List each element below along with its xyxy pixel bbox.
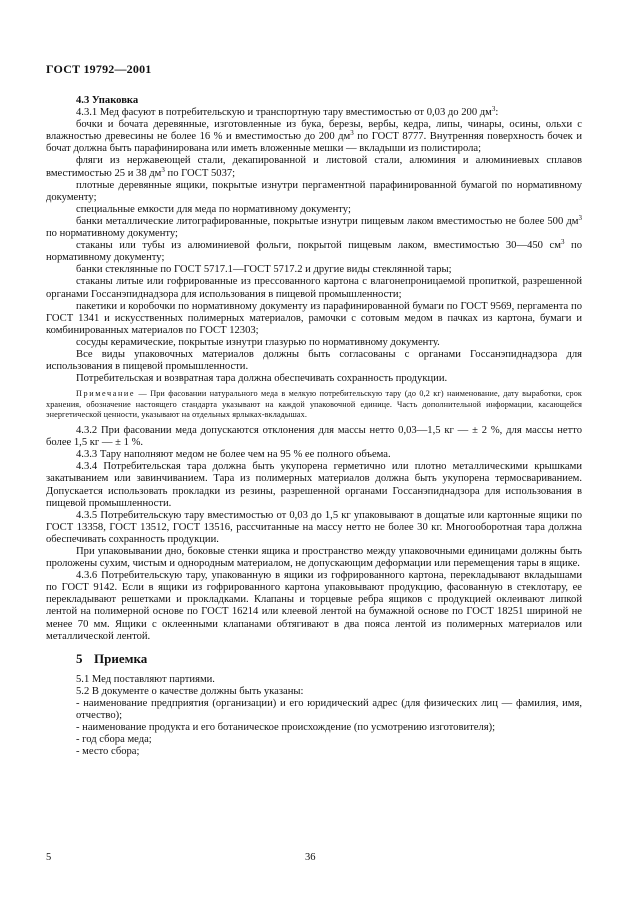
section-heading-5: 5 Приемка <box>76 650 148 666</box>
paragraph-flasks: фляги из нержавеющей стали, декапированной и листовой стали, алюминия и алюминиевых сплавов вместимостью 25 и 38 $дм^3$ по ГОСТ 5037; <box>46 155 582 179</box>
section-heading-4-3: 4.3 Упаковка <box>76 95 139 106</box>
paragraph-4-3-5-packing: При упаковывании дно, боковые стенки ящика и пространство между упаковочными единицами должны быть проложены сухим, чистым и однородным материалом, не допускающим деформации или перемещения тары в ящике. <box>46 545 582 570</box>
edition-number: 5 <box>46 852 52 863</box>
paragraph-safety: Потребительская и возвратная тара должна обеспечивать сохранность продукции. <box>76 373 448 385</box>
paragraph-special-containers: специальные емкости для меда по нормативному документу; <box>76 203 351 215</box>
paragraph-4-3-3: 4.3.3 Тару наполняют медом не более чем на 95 % ее полного объема. <box>76 449 391 461</box>
note-label: Примечание <box>76 389 136 399</box>
paragraph-5-1: 5.1 Мед поставляют партиями. <box>76 673 215 685</box>
document-body <box>46 95 582 758</box>
note-text: — При фасовании натурального меда в мелкую потребительскую тару (до 0,2 кг) наименование, дату выработки, срок хранения, обозначение настоящего стандарта указывают на каждой упаковочной единице. Часть дополнительной информации, касающейся энергетической ценности, указывают на отдельных ярлыках-вкладышах. <box>46 389 582 420</box>
paragraph-approval: Все виды упаковочных материалов должны быть согласованы с органами Госсанэпиднадзора для использования в пищевой промышленности. <box>46 348 582 373</box>
paragraph-4-3-2: 4.3.2 При фасовании меда допускаются отклонения для массы нетто 0,03—1,5 кг — ± 2 %, для массы нетто более 1,5 кг — ± 1 %. <box>46 425 582 449</box>
paragraph-glass-jars: банки стеклянные по ГОСТ 5717.1—ГОСТ 5717.2 и другие виды стеклянной тары; <box>76 264 452 276</box>
paragraph-4-3-1: 4.3.1 Мед фасуют в потребительскую и транспортную тару вместимостью от 0,03 до 200 $дм^3$: <box>76 105 499 119</box>
paragraph-5-2: 5.2 В документе о качестве должны быть указаны: <box>76 685 304 697</box>
paragraph-wooden-boxes: плотные деревянные ящики, покрытые изнутри пергаментной парафинированной бумагой по нормативному документу; <box>46 179 582 203</box>
paragraph-barrels: бочки и бочата деревянные, изготовленные из бука, березы, вербы, кедра, липы, чинары, осины, ольхи с влажностью древесины не более 16 % и вместимостью до 200 $дм^3$ по ГОСТ 8777. Внутренняя поверхность бочек и бочат должна быть парафинирована или иметь вложенные мешки — вкладыши из полистирола; <box>46 119 583 155</box>
paragraph-cardboard-cups: стаканы литые или гофрированные из прессованного картона с влагонепроницаемой пропиткой, разрешенной органами Госсанэпиднадзора для использования в пищевой промышленности; <box>46 276 582 300</box>
list-item: - год сбора меда; <box>76 734 152 746</box>
list-item: - наименование продукта и его ботаническое происхождение (по усмотрению изготовителя); <box>76 722 496 734</box>
paragraph-foil-cups: стаканы или тубы из алюминиевой фольги, покрытой пищевым лаком, вместимостью 30—450 $см^3$ по нормативному документу; <box>46 238 582 264</box>
document-header: ГОСТ 19792—2001 <box>46 62 152 76</box>
paragraph-4-3-6: 4.3.6 Потребительскую тару, упакованную в ящики из гофрированного картона, перекладывают вкладышами по ГОСТ 9142. Если в ящики из гофрированного картона упаковывают продукцию, фасованную в стеклотару, ее перекладывают решетками и прокладками. Клапаны и торцевые ребра ящиков с продукцией оклеивают липкой лентой на полимерной основе по ГОСТ 16214 или клеевой лентой на бумажной основе по ГОСТ 18251 шириной не менее 70 мм. Ящики с оклеенными клапанами обтягивают в два пояса лентой из полимерных материалов или металлической лентой. <box>46 570 582 642</box>
note <box>46 389 582 421</box>
list-item: - место сбора; <box>76 746 140 758</box>
paragraph-metal-cans: банки металлические литографированные, покрытые изнутри пищевым лаком вместимостью не более 500 $дм^3$ по нормативному документу; <box>46 213 582 240</box>
paragraph-ceramic: сосуды керамические, покрытые изнутри глазурью по нормативному документу. <box>76 336 440 348</box>
paragraph-4-3-5: 4.3.5 Потребительскую тару вместимостью от 0,03 до 1,5 кг упаковывают в дощатые или картонные ящики по ГОСТ 13358, ГОСТ 13512, ГОСТ 13516, рассчитанные на массу нетто не более 30 кг. Многооборотная тара должна обеспечивать сохранность продукции. <box>46 509 582 545</box>
paragraph-4-3-4: 4.3.4 Потребительская тара должна быть укупорена герметично или плотно металлическими крышками закатыванием или завинчиванием. Тара из полимерных материалов должна быть укупорена термосвариванием. Допускается использовать прокладки из резины, разрешенной органами Госсанэпиднадзора для использования в пищевой промышленности. <box>46 461 582 509</box>
page-number: 36 <box>305 852 316 863</box>
list-item: - наименование предприятия (организации) и его юридический адрес (для физических лиц — фамилия, имя, отчество); <box>76 698 582 722</box>
paragraph-packets: пакетики и коробочки по нормативному документу из парафинированной бумаги по ГОСТ 9569, пергамента по ГОСТ 1341 и искусственных полимерных материалов, рамочки с сотовым медом в пачках из картона, бумаги и комбинированных материалов по ГОСТ 12303; <box>46 300 582 336</box>
